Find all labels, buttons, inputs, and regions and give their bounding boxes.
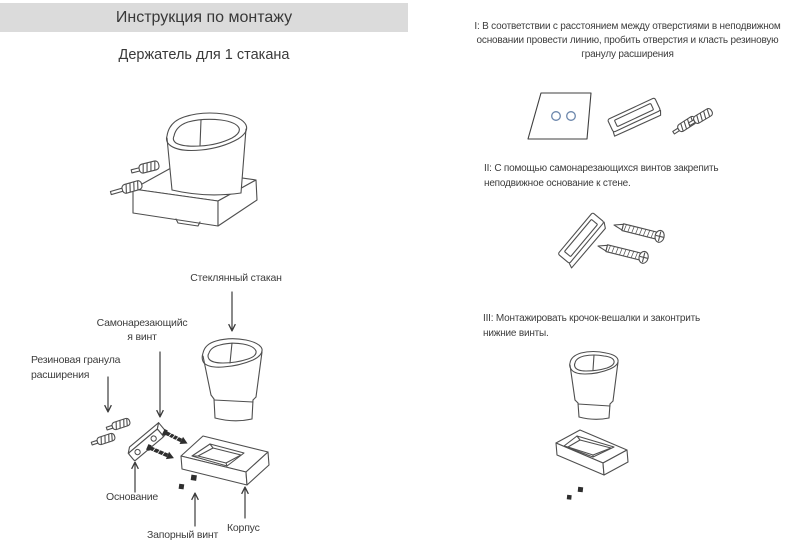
step-2-instruction: II: С помощью самонарезающихся винтов закрепить неподвижное основание к стене. — [484, 163, 719, 189]
self-tapping-screw-drawing — [597, 240, 650, 264]
base-plate-drawing — [126, 423, 168, 461]
step-3-drawing — [548, 348, 660, 503]
wall-dowel-drawing — [130, 160, 159, 176]
exploded-diagram — [20, 290, 300, 543]
self-tapping-screw-drawing — [613, 219, 666, 243]
rubber-dowel-drawing — [91, 433, 116, 448]
glass-cup-drawing — [202, 339, 262, 421]
step-2-drawing — [548, 205, 678, 280]
assembled-product-drawing — [100, 105, 275, 235]
screw-drawing — [162, 428, 190, 447]
locking-screw-drawing — [567, 487, 583, 500]
base-plate-drawing — [557, 212, 608, 268]
label-self-tapping-screw: Самонарезающийс я винт — [96, 317, 188, 343]
step-1-instruction: I: В соответствии с расстоянием между отверстиями в неподвижном основании провести линию, пробить отверстия и класть резиновую гранулу расширения — [474, 21, 781, 60]
step-3-instruction: III: Монтажировать крочок-вешалки и законтрить нижние винты. — [483, 313, 701, 339]
product-subtitle: Держатель для 1 стакана — [118, 47, 290, 63]
rubber-dowel-drawing — [106, 418, 131, 433]
base-plate-drawing — [607, 98, 662, 137]
step-1-drawing — [510, 84, 755, 159]
label-body: Корпус — [227, 522, 260, 534]
page-title: Инструкция по монтажу — [0, 3, 408, 32]
label-locking-screw: Запорный винт — [147, 529, 219, 541]
label-base: Основание — [106, 491, 159, 503]
wall-panel-drawing — [528, 93, 591, 139]
glass-cup-drawing — [570, 352, 618, 420]
glass-cup-drawing — [167, 113, 247, 195]
holder-body-drawing — [556, 430, 628, 475]
screw-drawing — [146, 443, 176, 462]
label-rubber-granule: Резиновая гранула расширения — [31, 354, 121, 381]
label-glass-cup: Стеклянный стакан — [190, 272, 282, 284]
locking-screw-drawing — [179, 475, 197, 490]
